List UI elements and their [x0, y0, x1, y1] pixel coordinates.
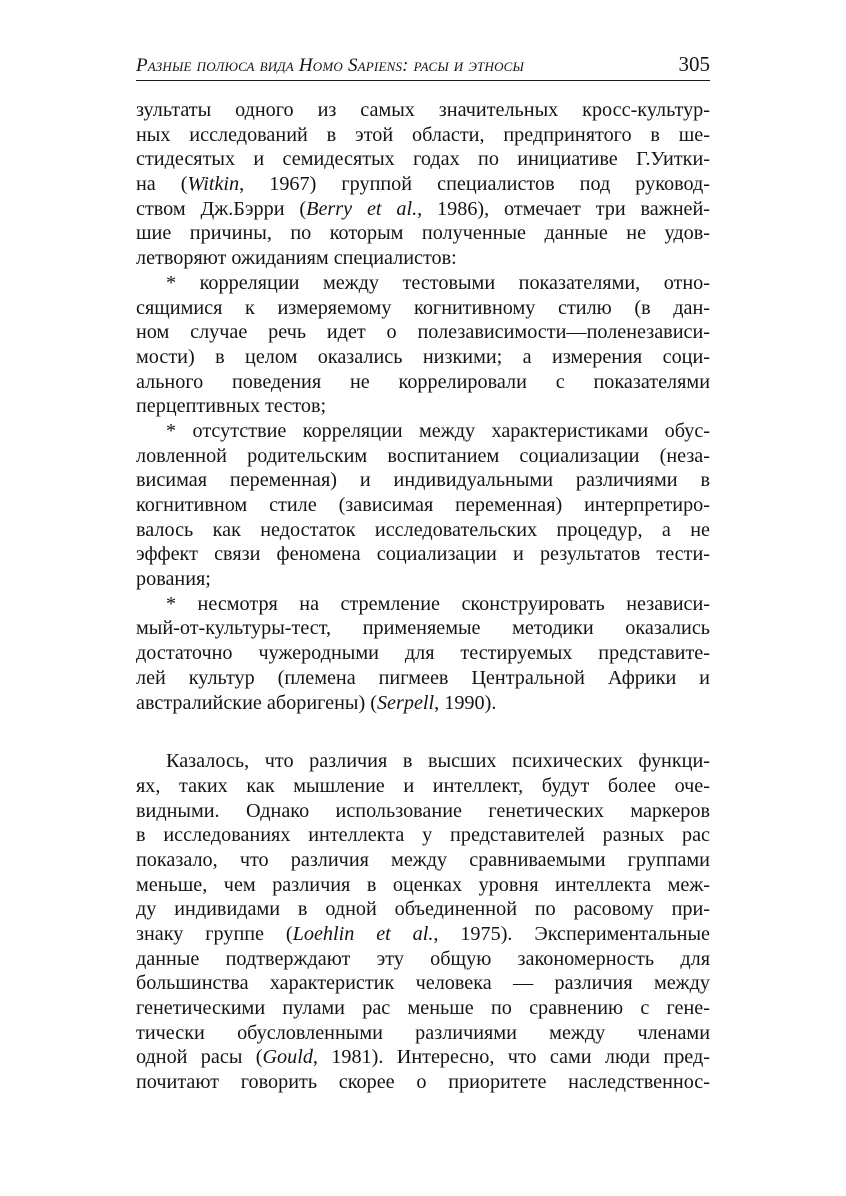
text-line: в исследованиях интеллекта у представителей разных рас — [136, 824, 710, 847]
list-item-line: * несмотря на стремление сконструировать независи- — [166, 592, 710, 615]
text-line: знаку группе (Loehlin et al., 1975). Экспериментальные — [136, 923, 710, 945]
text-line: генетическими пулами рас меньше по сравнению с гене- — [136, 997, 710, 1020]
running-head: Разные полюса вида Homo Sapiens: расы и этносы — [136, 55, 525, 76]
text-line: одной расы (Gould, 1981). Интересно, что сами люди пред- — [136, 1046, 710, 1069]
text-line: большинства характеристик человека — различия между — [136, 972, 710, 995]
page-header — [136, 46, 710, 81]
list-item-line: * корреляции между тестовыми показателями, отно- — [166, 271, 710, 294]
citation-author: Gould — [262, 1046, 313, 1069]
citation-author: Loehlin et al. — [292, 923, 434, 945]
list-item-line: валось как недостаток исследовательских процедур, а не — [136, 518, 710, 541]
text-line: данные подтверждают эту общую закономерность для — [136, 947, 710, 970]
list-item-line: ном случае речь идет о полезависимости—поленезависи- — [136, 321, 710, 344]
text-line: Казалось, что различия в высших психических функци- — [166, 750, 710, 773]
text-line: тически обусловленными различиями между членами — [136, 1021, 710, 1044]
text-line: меньше, чем различия в оценках уровня интеллекта меж- — [136, 873, 710, 896]
citation-author: Witkin — [187, 173, 240, 196]
body-text — [136, 98, 710, 1095]
list-item-line: мый-от-культуры-тест, применяемые методики оказались — [136, 617, 710, 640]
list-item-line: австралийские аборигены) (Serpell, 1990). — [136, 691, 497, 714]
page-number: 305 — [678, 52, 710, 76]
list-item-line: висимая переменная) и индивидуальными различиями в — [136, 469, 710, 492]
paragraph-gap — [136, 715, 710, 749]
text-line: видными. Однако использование генетических маркеров — [136, 799, 710, 822]
list-item-line: ловленной родительским воспитанием социализации (неза- — [136, 444, 710, 467]
text-line: шие причины, по которым полученные данные не удов- — [136, 222, 710, 245]
citation-author: Serpell — [376, 691, 435, 714]
text-line: ством Дж.Бэрри (Berry et al., 1986), отмечает три важней- — [136, 197, 710, 220]
text-line: стидесятых и семидесятых годах по инициативе Г.Уитки- — [136, 148, 710, 171]
text-line: ных исследований в этой области, предпринятого в ше- — [136, 123, 710, 146]
citation-author: Berry et al. — [306, 197, 418, 220]
text-line: почитают говорить скорее о приоритете наследственнос- — [136, 1071, 710, 1094]
list-item-line: эффект связи феномена социализации и результатов тести- — [136, 543, 710, 566]
list-item-line: * отсутствие корреляции между характеристиками обус- — [166, 419, 710, 442]
list-item-line: мости) в целом оказались низкими; а измерения соци- — [136, 345, 710, 368]
list-item-line: лей культур (племена пигмеев Центральной Африки и — [136, 666, 710, 689]
text-line: летворяют ожиданиям специалистов: — [136, 247, 457, 270]
list-item-line: перцептивных тестов; — [136, 395, 327, 418]
text-line: на (Witkin, 1967) группой специалистов под руковод- — [136, 173, 710, 196]
list-item-line: ального поведения не коррелировали с показателями — [136, 370, 710, 393]
text-line: зультаты одного из самых значительных кросс-культур- — [136, 99, 710, 121]
text-line: ду индивидами в одной объединенной по расовому при- — [136, 898, 710, 921]
text-line: ях, таких как мышление и интеллект, будут более оче- — [136, 774, 710, 797]
list-item-line: рования; — [136, 568, 211, 591]
list-item-line: достаточно чужеродными для тестируемых представите- — [136, 642, 710, 665]
list-item-line: сящимися к измеряемому когнитивному стилю (в дан- — [136, 296, 710, 319]
list-item-line: когнитивном стиле (зависимая переменная) интерпретиро- — [136, 494, 710, 516]
text-line: показало, что различия между сравниваемыми группами — [136, 848, 710, 871]
